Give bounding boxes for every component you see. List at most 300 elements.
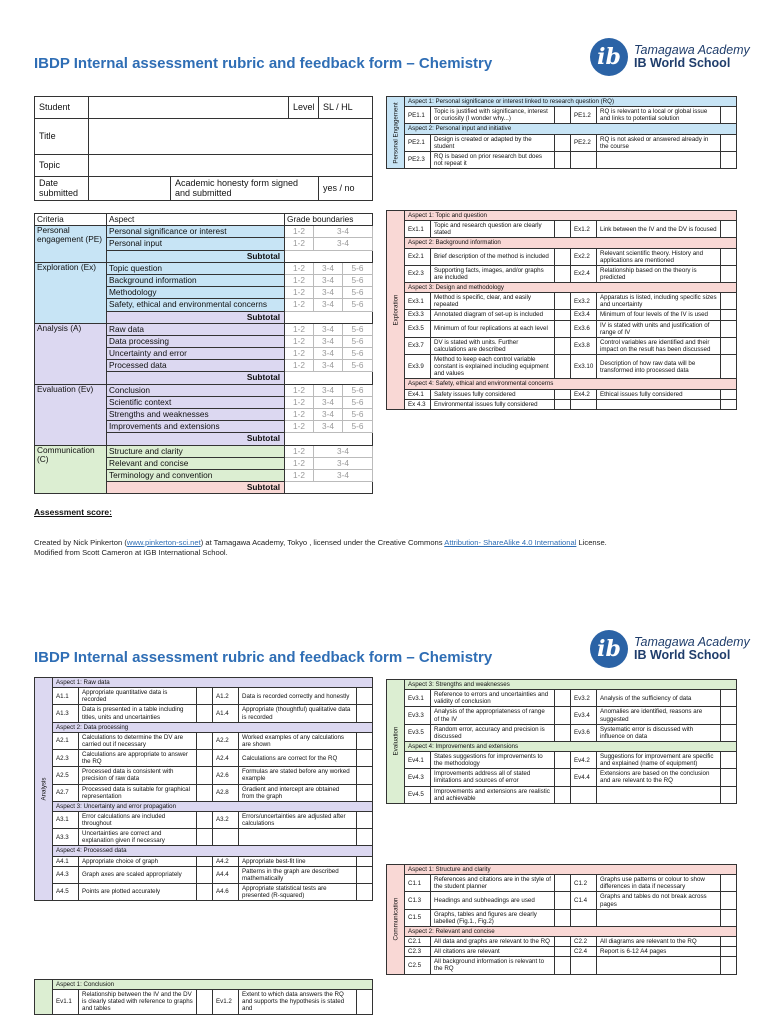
check-box[interactable] [721, 957, 737, 974]
check-box[interactable] [555, 337, 571, 354]
check-box[interactable] [555, 937, 571, 947]
criterion-text: Analysis of the sufficiency of data [597, 690, 721, 707]
check-box[interactable] [555, 221, 571, 238]
check-box[interactable] [721, 221, 737, 238]
level-field[interactable]: SL / HL [319, 97, 373, 119]
check-box[interactable] [555, 909, 571, 926]
check-box[interactable] [721, 786, 737, 803]
grade-option[interactable]: 3-4 [314, 409, 343, 421]
criterion-code: A4.1 [53, 856, 79, 866]
check-box[interactable] [721, 134, 737, 151]
check-box[interactable] [357, 750, 373, 767]
check-box[interactable] [197, 866, 213, 883]
criterion-code: Ex3.1 [405, 293, 431, 310]
criterion-text: Relevant scientific theory. History and applications are mentioned [597, 248, 721, 265]
grade-option[interactable]: 1-2 [285, 238, 314, 250]
page2-title: IBDP Internal assessment rubric and feedback form – Chemistry [34, 649, 493, 666]
criterion-code: A4.2 [213, 856, 239, 866]
honesty-field[interactable]: yes / no [319, 177, 373, 201]
criterion-code: Ex3.6 [571, 320, 597, 337]
check-box[interactable] [555, 786, 571, 803]
rubric-row [387, 957, 737, 974]
check-box[interactable] [197, 784, 213, 801]
logo-line1: Tamagawa Academy [634, 42, 750, 57]
aspect-heading: Aspect 2: Data processing [53, 722, 373, 732]
check-box[interactable] [721, 769, 737, 786]
grade-option[interactable]: 3-4 [314, 226, 373, 238]
c-table [386, 864, 737, 975]
aspect-heading: Aspect 3: Design and methodology [405, 283, 737, 293]
criterion-text: Ethical issues fully considered [597, 389, 721, 399]
check-box[interactable] [357, 990, 373, 1014]
criterion-code: Ev3.1 [405, 690, 431, 707]
student-field[interactable] [89, 97, 289, 119]
criterion-text: Appropriate choice of graph [79, 856, 197, 866]
grade-option[interactable]: 5-6 [343, 396, 373, 408]
check-box[interactable] [357, 784, 373, 801]
check-box[interactable] [197, 990, 213, 1014]
check-box[interactable] [357, 732, 373, 749]
criterion-code: C1.2 [571, 875, 597, 892]
grade-option[interactable]: 5-6 [343, 299, 373, 311]
criterion-code: Ex3.10 [571, 355, 597, 379]
criterion-text: Error calculations are included throughout [79, 811, 197, 828]
rubric-row [387, 875, 737, 892]
criterion-code: PE1.1 [405, 107, 431, 124]
check-box[interactable] [721, 151, 737, 168]
check-box[interactable] [555, 399, 571, 409]
criterion-code [571, 957, 597, 974]
check-box[interactable] [721, 265, 737, 282]
side-label [387, 211, 405, 410]
license-link[interactable]: Attribution- ShareAlike 4.0 International [444, 538, 577, 547]
criterion-text: IV is stated with units and justification of range of IV [597, 320, 721, 337]
aspect-label: Data processing [107, 335, 285, 347]
criterion-code [571, 909, 597, 926]
side-label [387, 865, 405, 975]
criterion-text: Improvements address all of stated limitations and sources of error [431, 769, 555, 786]
check-box[interactable] [197, 688, 213, 705]
honesty-label: Academic honesty form signed and submitted [171, 177, 319, 201]
grade-option[interactable]: 5-6 [343, 360, 373, 372]
criterion-text: Control variables are identified and their impact on the result has been discussed [597, 337, 721, 354]
criterion-code: Ev1.1 [53, 990, 79, 1014]
criterion-code: Ev3.6 [571, 724, 597, 741]
criterion-code: Ex1.2 [571, 221, 597, 238]
aspect-heading: Aspect 2: Relevant and concise [405, 926, 737, 936]
check-box[interactable] [197, 767, 213, 784]
side-label-text: Personal Engagement [391, 101, 399, 164]
side-label [387, 97, 405, 169]
criterion-code: Ev4.2 [571, 752, 597, 769]
criterion-code: Ev4.4 [571, 769, 597, 786]
criterion-text [597, 957, 721, 974]
grade-option[interactable]: 3-4 [314, 396, 343, 408]
criterion-code: Ex 4.3 [405, 399, 431, 409]
criterion-name: Analysis (A) [35, 323, 107, 384]
logo-line1: Tamagawa Academy [634, 634, 750, 649]
grade-option[interactable]: 5-6 [343, 335, 373, 347]
check-box[interactable] [357, 856, 373, 866]
rubric-row [387, 947, 737, 957]
check-box[interactable] [357, 883, 373, 900]
grade-option[interactable]: 3-4 [314, 348, 343, 360]
a-table [34, 677, 373, 901]
assessment-score-label: Assessment score: [34, 507, 112, 517]
criterion-name: Communication (C) [35, 445, 107, 494]
check-box[interactable] [555, 769, 571, 786]
check-box[interactable] [721, 724, 737, 741]
check-box[interactable] [197, 811, 213, 828]
check-box[interactable] [721, 937, 737, 947]
ex-table [386, 210, 737, 410]
rubric-row [35, 784, 373, 801]
rubric-row [387, 265, 737, 282]
criterion-text: Design is created or adapted by the student [431, 134, 555, 151]
subtotal-label: Subtotal [107, 372, 285, 384]
grade-option[interactable]: 3-4 [314, 384, 343, 396]
criterion-code: Ex3.2 [571, 293, 597, 310]
rubric-row [387, 909, 737, 926]
check-box[interactable] [555, 389, 571, 399]
check-box[interactable] [197, 883, 213, 900]
check-box[interactable] [555, 724, 571, 741]
check-box[interactable] [555, 957, 571, 974]
check-box[interactable] [555, 134, 571, 151]
grade-option[interactable]: 1-2 [285, 409, 314, 421]
criterion-text: Suggestions for improvement are specific and explained (name of equipment) [597, 752, 721, 769]
criterion-text: Graph axes are scaled appropriately [79, 866, 197, 883]
check-box[interactable] [721, 355, 737, 379]
aspect-label: Structure and clarity [107, 445, 285, 457]
criteria-row [35, 323, 373, 335]
check-box[interactable] [721, 320, 737, 337]
rubric-row [35, 856, 373, 866]
subtotal-value[interactable] [285, 250, 373, 262]
grade-option[interactable]: 5-6 [343, 287, 373, 299]
criterion-text: Anomalies are identified, reasons are suggested [597, 707, 721, 724]
check-box[interactable] [197, 856, 213, 866]
check-box[interactable] [197, 750, 213, 767]
criterion-text: Appropriate best-fit line [239, 856, 357, 866]
aspect-heading: Aspect 1: Structure and clarity [405, 865, 737, 875]
rubric-row [387, 389, 737, 399]
criterion-code: Ex2.3 [405, 265, 431, 282]
criterion-code: A1.2 [213, 688, 239, 705]
grade-option[interactable]: 1-2 [285, 469, 314, 481]
check-box[interactable] [357, 829, 373, 846]
check-box[interactable] [721, 310, 737, 320]
grade-option[interactable]: 1-2 [285, 445, 314, 457]
criterion-code: C1.5 [405, 909, 431, 926]
rubric-row [387, 355, 737, 379]
criterion-text: Appropriate quantitative data is recorded [79, 688, 197, 705]
pinkerton-link[interactable]: www.pinkerton-sci.net [126, 538, 201, 547]
grade-option[interactable]: 1-2 [285, 384, 314, 396]
rubric-row [387, 293, 737, 310]
criterion-text: Topic and research question are clearly stated [431, 221, 555, 238]
check-box[interactable] [197, 732, 213, 749]
grade-option[interactable]: 5-6 [343, 274, 373, 286]
criterion-text: Graphs, tables and figures are clearly labelled (Fig.1., Fig.2) [431, 909, 555, 926]
subtotal-value[interactable] [285, 311, 373, 323]
check-box[interactable] [357, 688, 373, 705]
criterion-code: Ex4.1 [405, 389, 431, 399]
grade-option[interactable]: 1-2 [285, 274, 314, 286]
rubric-row [387, 707, 737, 724]
grade-option[interactable]: 1-2 [285, 262, 314, 274]
grade-option[interactable]: 3-4 [314, 445, 373, 457]
criterion-code [571, 399, 597, 409]
criterion-code: Ex3.7 [405, 337, 431, 354]
rubric-row [387, 310, 737, 320]
criterion-code: A2.7 [53, 784, 79, 801]
check-box[interactable] [555, 752, 571, 769]
criterion-text: All data and graphs are relevant to the RQ [431, 937, 555, 947]
check-box[interactable] [357, 767, 373, 784]
check-box[interactable] [555, 265, 571, 282]
criterion-text: References and citations are in the style of the student planner [431, 875, 555, 892]
check-box[interactable] [721, 399, 737, 409]
check-box[interactable] [555, 690, 571, 707]
grade-option[interactable]: 3-4 [314, 299, 343, 311]
aspect-heading: Aspect 1: Raw data [53, 678, 373, 688]
rubric-row [387, 769, 737, 786]
grade-option[interactable]: 5-6 [343, 262, 373, 274]
criterion-text [597, 151, 721, 168]
check-box[interactable] [721, 752, 737, 769]
check-box[interactable] [721, 707, 737, 724]
grade-option[interactable]: 5-6 [343, 384, 373, 396]
check-box[interactable] [555, 875, 571, 892]
grade-option[interactable]: 1-2 [285, 421, 314, 433]
check-box[interactable] [721, 690, 737, 707]
rubric-row [387, 752, 737, 769]
date-field[interactable] [89, 177, 171, 201]
side-label [35, 980, 53, 1015]
check-box[interactable] [721, 337, 737, 354]
topic-label: Topic [35, 155, 89, 177]
subtotal-label: Subtotal [107, 482, 285, 494]
grade-option[interactable]: 3-4 [314, 335, 343, 347]
grade-option[interactable]: 1-2 [285, 335, 314, 347]
aspect-heading: Aspect 2: Personal input and initiative [405, 124, 737, 134]
aspect-heading: Aspect 1: Personal significance or interest linked to research question (RQ) [405, 97, 737, 107]
grade-option[interactable]: 3-4 [314, 274, 343, 286]
aspect-label: Conclusion [107, 384, 285, 396]
aspect-heading: Aspect 4: Improvements and extensions [405, 741, 737, 751]
criterion-code: Ex4.2 [571, 389, 597, 399]
criterion-code: A1.3 [53, 705, 79, 722]
check-box[interactable] [555, 947, 571, 957]
criterion-code: Ex3.4 [571, 310, 597, 320]
criterion-code: A2.3 [53, 750, 79, 767]
criterion-text: Report is 6-12 A4 pages [597, 947, 721, 957]
criterion-text: All diagrams are relevant to the RQ [597, 937, 721, 947]
school-logo-2 [590, 630, 750, 668]
grade-option[interactable]: 3-4 [314, 457, 373, 469]
grade-option[interactable]: 3-4 [314, 469, 373, 481]
aspect-label: Improvements and extensions [107, 421, 285, 433]
rubric-row [387, 786, 737, 803]
check-box[interactable] [555, 151, 571, 168]
check-box[interactable] [197, 829, 213, 846]
criterion-code: PE2.3 [405, 151, 431, 168]
subtotal-label: Subtotal [107, 250, 285, 262]
credit-text: Created by Nick Pinkerton (www.pinkerton-sci.net) at Tamagawa Academy, Tokyo , licensed under the Creative Commons Attribution- ShareAlike 4.0 International License. Modified from Scott Cameron at IGB International School. [34, 538, 607, 558]
rubric-row [387, 221, 737, 238]
grade-option[interactable]: 3-4 [314, 262, 343, 274]
criterion-code [571, 786, 597, 803]
criterion-code: Ev4.3 [405, 769, 431, 786]
student-info-form [34, 96, 373, 201]
rubric-row [35, 990, 373, 1014]
subtotal-value[interactable] [285, 482, 373, 494]
rubric-row [387, 690, 737, 707]
rubric-row [387, 134, 737, 151]
rubric-row [35, 705, 373, 722]
criterion-text: RQ is based on prior research but does not repeat it [431, 151, 555, 168]
grade-option[interactable]: 3-4 [314, 287, 343, 299]
check-box[interactable] [555, 320, 571, 337]
criterion-code: Ex3.3 [405, 310, 431, 320]
check-box[interactable] [357, 866, 373, 883]
criteria-row [35, 445, 373, 457]
check-box[interactable] [555, 892, 571, 909]
grade-option[interactable]: 3-4 [314, 323, 343, 335]
aspect-label: Topic question [107, 262, 285, 274]
pe-table [386, 96, 737, 169]
title-field[interactable] [89, 119, 373, 155]
rubric-row [35, 829, 373, 846]
check-box[interactable] [721, 892, 737, 909]
check-box[interactable] [357, 811, 373, 828]
rubric-row [35, 866, 373, 883]
criterion-code: PE2.2 [571, 134, 597, 151]
criterion-text: Link between the IV and the DV is focused [597, 221, 721, 238]
criterion-text: Gradient and intercept are obtained from the graph [239, 784, 357, 801]
check-box[interactable] [721, 909, 737, 926]
logo-line2: IB World School [634, 648, 731, 662]
criterion-text: Supporting facts, images, and/or graphs are included [431, 265, 555, 282]
grade-option[interactable]: 1-2 [285, 299, 314, 311]
criterion-code: PE1.2 [571, 107, 597, 124]
check-box[interactable] [721, 875, 737, 892]
grade-option[interactable]: 1-2 [285, 287, 314, 299]
aspect-heading: Aspect 2: Background information [405, 238, 737, 248]
criterion-text: Minimum of four levels of the IV is used [597, 310, 721, 320]
criterion-code: A4.3 [53, 866, 79, 883]
criterion-code: A2.5 [53, 767, 79, 784]
check-box[interactable] [555, 707, 571, 724]
aspect-label: Relevant and concise [107, 457, 285, 469]
grade-option[interactable]: 1-2 [285, 396, 314, 408]
ib-logo-icon: ib [590, 630, 628, 668]
check-box[interactable] [555, 107, 571, 124]
grade-option[interactable]: 3-4 [314, 360, 343, 372]
criterion-code: C2.1 [405, 937, 431, 947]
subtotal-label: Subtotal [107, 433, 285, 445]
check-box[interactable] [721, 248, 737, 265]
criterion-code: A3.2 [213, 811, 239, 828]
rubric-row [35, 767, 373, 784]
check-box[interactable] [555, 355, 571, 379]
grade-option[interactable]: 3-4 [314, 238, 373, 250]
criterion-text: Worked examples of any calculations are shown [239, 732, 357, 749]
criterion-code: Ev1.2 [213, 990, 239, 1014]
check-box[interactable] [555, 293, 571, 310]
aspect-heading: Aspect 4: Processed data [53, 846, 373, 856]
check-box[interactable] [197, 705, 213, 722]
subtotal-value[interactable] [285, 433, 373, 445]
rubric-row [387, 151, 737, 168]
criterion-name: Personal engagement (PE) [35, 226, 107, 263]
check-box[interactable] [721, 107, 737, 124]
criterion-code: Ev3.3 [405, 707, 431, 724]
criterion-text: Random error, accuracy and precision is discussed [431, 724, 555, 741]
title-label: Title [35, 119, 89, 155]
grade-option[interactable]: 1-2 [285, 457, 314, 469]
rubric-row [387, 937, 737, 947]
grade-option[interactable]: 1-2 [285, 360, 314, 372]
criterion-text: Extent to which data answers the RQ and supports the hypothesis is stated and [239, 990, 357, 1014]
criterion-text: RQ is not asked or answered already in the course [597, 134, 721, 151]
grade-option[interactable]: 1-2 [285, 323, 314, 335]
check-box[interactable] [357, 705, 373, 722]
grade-option[interactable]: 5-6 [343, 421, 373, 433]
criteria-row [35, 262, 373, 274]
ev-table [386, 679, 737, 804]
check-box[interactable] [555, 248, 571, 265]
criterion-code: Ex3.9 [405, 355, 431, 379]
criterion-code: C2.2 [571, 937, 597, 947]
aspect-header: Aspect [107, 214, 285, 226]
grade-option[interactable]: 3-4 [314, 421, 343, 433]
topic-field[interactable] [89, 155, 373, 177]
subtotal-label: Subtotal [107, 311, 285, 323]
aspect-label: Safety, ethical and environmental concerns [107, 299, 285, 311]
aspect-heading: Aspect 3: Strengths and weaknesses [405, 680, 737, 690]
criterion-code: Ex2.1 [405, 248, 431, 265]
check-box[interactable] [721, 947, 737, 957]
criterion-text: Extensions are based on the conclusion and are relevant to the RQ [597, 769, 721, 786]
grade-option[interactable]: 1-2 [285, 226, 314, 238]
aspect-label: Raw data [107, 323, 285, 335]
aspect-label: Methodology [107, 287, 285, 299]
criterion-text: DV is stated with units. Further calculations are described [431, 337, 555, 354]
side-label [35, 678, 53, 901]
rubric-row [35, 883, 373, 900]
subtotal-value[interactable] [285, 372, 373, 384]
grade-option[interactable]: 5-6 [343, 323, 373, 335]
criteria-table [34, 213, 373, 494]
grade-option[interactable]: 5-6 [343, 409, 373, 421]
grade-option[interactable]: 1-2 [285, 348, 314, 360]
check-box[interactable] [721, 293, 737, 310]
rubric-row [387, 337, 737, 354]
criterion-text: Safety issues fully considered [431, 389, 555, 399]
check-box[interactable] [721, 389, 737, 399]
grade-option[interactable]: 5-6 [343, 348, 373, 360]
rubric-row [35, 750, 373, 767]
rubric-row [387, 892, 737, 909]
criterion-text: States suggestions for improvements to the methodology [431, 752, 555, 769]
check-box[interactable] [555, 310, 571, 320]
side-label-text: Exploration [391, 294, 399, 326]
criterion-code: Ev4.5 [405, 786, 431, 803]
criterion-code: A3.1 [53, 811, 79, 828]
criterion-text: Improvements and extensions are realistic and achievable [431, 786, 555, 803]
